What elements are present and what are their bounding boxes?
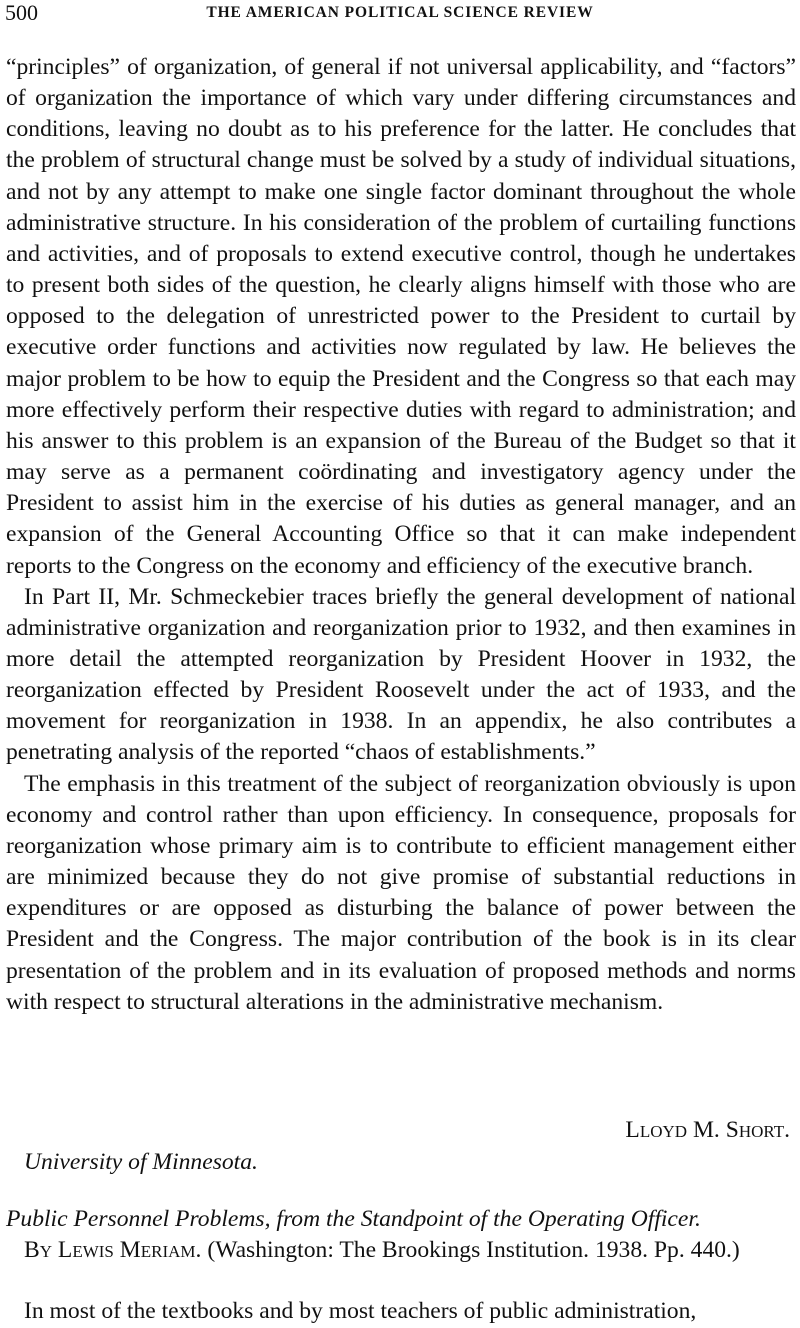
reviewer-name: Lloyd M. Short. (625, 1117, 790, 1143)
reviewer-affiliation: University of Minnesota. (24, 1149, 258, 1175)
body-paragraph-2: In Part II, Mr. Schmeckebier traces briefly the general development of national administrative organization and reorganization prior to 1932, and then examines in more detail the attempted reorganization by President Hoover in 1932, the reorganization effected by President Roosevelt under the act of 1933, and the movement for reorganization in 1938. In an appendix, he also contributes a penetrating analysis of the reported “chaos of establishments.” (6, 583, 796, 766)
body-paragraph-1: “principles” of organization, of general if not universal applicability, and “factors” of organization the importance of which vary under differing circumstances and conditions, leaving no doubt as to his preference for the latter. He concludes that the problem of structural change must be solved by a study of individual situations, and not by any attempt to make one single factor dominant throughout the whole administrative structure. In his consideration of the problem of curtailing functions and activities, and of proposals to extend executive control, though he undertakes to present both sides of the question, he clearly aligns himself with those who are opposed to the delegation of unrestricted power to the President to curtail by executive order functions and activities now regulated by law. He believes the major problem to be how to equip the President and the Congress so that each may more effectively perform their respective duties with regard to administration; and his answer to this problem is an expansion of the Bureau of the Budget so that it may serve as a permanent coördinating and investigatory agency under the President to assist him in the exercise of his duties as general manager, and an expansion of the General Accounting Office so that it can make independent reports to the Congress on the economy and efficiency of the executive branch. (6, 54, 796, 579)
review-first-line: In most of the textbooks and by most teachers of public administration, (24, 1298, 697, 1324)
book-publication-info (6, 1235, 796, 1266)
signature-block (6, 1114, 790, 1178)
page-header (5, 0, 795, 26)
book-title: Public Personnel Problems, from the Standpoint of the Operating Officer. (6, 1206, 701, 1232)
book-review-heading (6, 1204, 796, 1266)
running-head: THE AMERICAN POLITICAL SCIENCE REVIEW (206, 4, 594, 21)
article-body (6, 52, 796, 1018)
page-number: 500 (5, 0, 38, 25)
book-publisher: (Washington: The Brookings Institution. 1938. Pp. 440.) (207, 1237, 740, 1263)
body-paragraph-3: The emphasis in this treatment of the subject of reorganization obviously is upon economy and control rather than upon efficiency. In consequence, proposals for reorganization whose primary aim is to contribute to efficient management either are minimized because they do not give promise of substantial reductions in expenditures or are opposed as disturbing the balance of power between the President and the Congress. The major contribution of the book is in its clear presentation of the problem and in its evaluation of proposed methods and norms with respect to structural alterations in the administrative mechanism. (6, 770, 796, 1015)
book-author: By Lewis Meriam. (24, 1237, 202, 1263)
